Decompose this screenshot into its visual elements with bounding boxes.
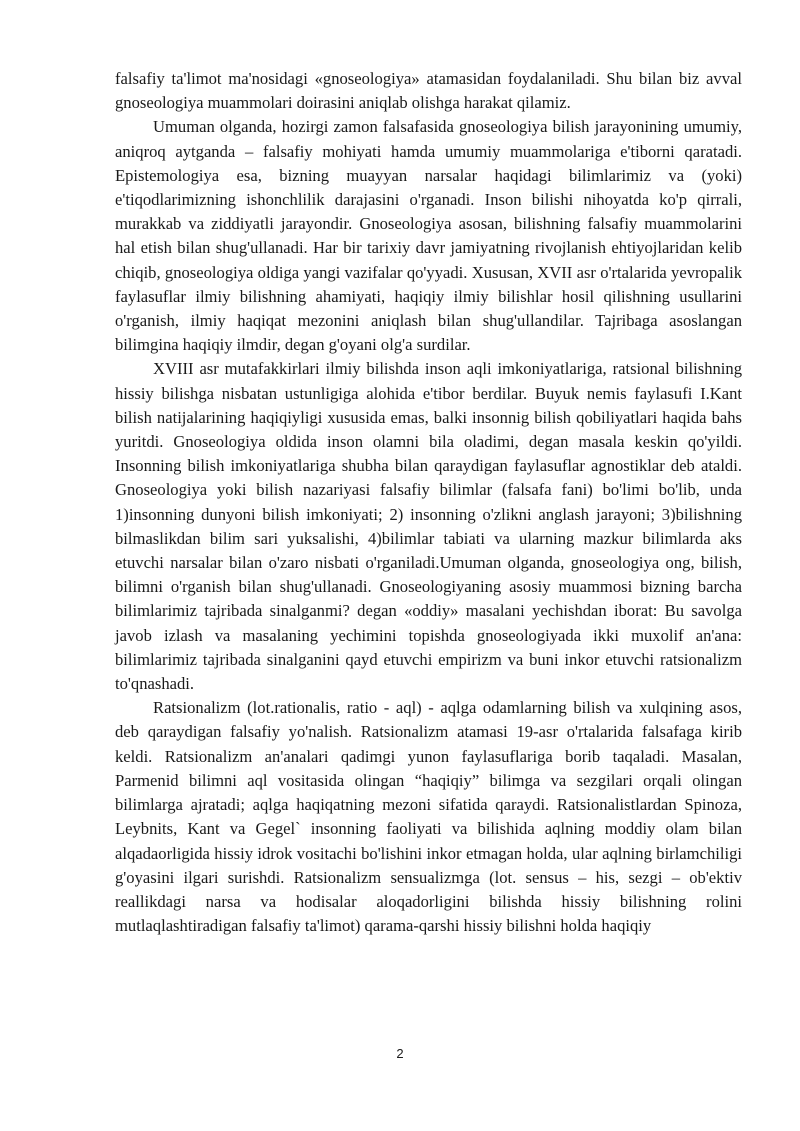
- page-number: 2: [396, 1046, 404, 1061]
- body-text: [115, 67, 742, 938]
- paragraph-continuation: falsafiy ta'limot ma'nosidagi «gnoseologiya» atamasidan foydalaniladi. Shu bilan biz avval gnoseologiya muammolari doirasini aniqlab olishga harakat qilamiz.: [115, 69, 742, 113]
- paragraph-gnoseology-overview: Umuman olganda, hozirgi zamon falsafasida gnoseologiya bilish jarayonining umumiy, aniqroq aytganda – falsafiy mohiyati hamda umumiy muammolariga e'tiborni qaratadi. Epistemologiya esa, bizning muayyan narsalar haqidagi bilimlarimiz va (yoki) e'tiqodlarimizning ishonchlilik darajasini o'rganadi. Inson bilishi nihoyatda ko'p qirrali, murakkab va ziddiyatli jarayondir. Gnoseologiya asosan, bilishning falsafiy muammolarini hal etish bilan shug'ullanadi. Har bir tarixiy davr jamiyatning rivojlanish ehtiyojlaridan kelib chiqib, gnoseologiya oldiga yangi vazifalar qo'yyadi. Xususan, XVII asr o'rtalarida yevropalik faylasuflar ilmiy bilishning ahamiyati, haqiqiy ilmiy bilishlar hosil qilishning usullarini o'rganish, ilmiy haqiqat mezonini aniqlash bilan shug'ullandilar. Tajribaga asoslangan bilimgina haqiqiy ilmdir, degan g'oyani olg'a surdilar.: [115, 117, 742, 355]
- paragraph-xviii-century: XVIII asr mutafakkirlari ilmiy bilishda inson aqli imkoniyatlariga, ratsional bilishning hissiy bilishga nisbatan ustunligiga alohida e'tibor berdilar. Buyuk nemis faylasufi I.Kant bilish natijalarining haqiqiyligi xususida emas, balki insonnig bilish qobiliyatlari haqida bahs yuritdi. Gnoseologiya oldida inson olamni bila oladimi, degan masala keskin qo'yildi. Insonning bilish imkoniyatlariga shubha bilan qaraydigan faylasuflar agnostiklar deb ataldi. Gnoseologiya yoki bilish nazariyasi falsafiy bilimlar (falsafa fani) bo'limi bo'lib, unda 1)insonning dunyoni bilish imkoniyati; 2) insonning o'zlikni anglash jarayoni; 3)bilishning bilmaslikdan bilim sari yuksalishi, 4)bilimlar tabiati va ularning mazkur bilimlarda aks etuvchi narsalar bilan o'zaro nisbati o'rganiladi.Umuman olganda, gnoseologiya ong, bilish, bilimni o'rganish bilan shug'ullanadi. Gnoseologiyaning asosiy muammosi bizning barcha bilimlarimiz tajribada sinalganmi? degan «oddiy» masalani yechishdan iborat: Bu savolga javob izlash va masalaning yechimini topishda gnoseologiyada ikki muxolif an'ana: bilimlarimiz tajribada sinalganini qayd etuvchi empirizm va buni inkor etuvchi ratsionalizm to'qnashadi.: [115, 359, 742, 694]
- paragraph-rationalism: Ratsionalizm (lot.rationalis, ratio - aql) - aqlga odamlarning bilish va xulqining asos, deb qaraydigan falsafiy yo'nalish. Ratsionalizm atamasi 19-asr o'rtalarida falsafaga kirib keldi. Ratsionalizm an'analari qadimgi yunon faylasuflariga borib taqaladi. Masalan, Parmenid bilimni aql vositasida olingan “haqiqiy” bilimga va sezgilari orqali olingan bilimlarga ajratadi; aqlga haqiqatning mezoni sifatida qaraydi. Ratsionalistlardan Spinoza, Leybnits, Kant va Gegel` insonning faoliyati va bilishida aqlning moddiy olam bilan alqadaorligida hissiy idrok vositachi bo'lishini inkor etmagan holda, ular aqlning birlamchiligi g'oyasini ilgari surishdi. Ratsionalizm sensualizmga (lot. sensus – his, sezgi – ob'ektiv reallikdagi narsa va hodisalar aloqadorligini bilishda hissiy bilishning rolini mutlaqlashtiradigan falsafiy ta'limot) qarama-qarshi hissiy bilishni holda haqiqiy: [115, 698, 742, 936]
